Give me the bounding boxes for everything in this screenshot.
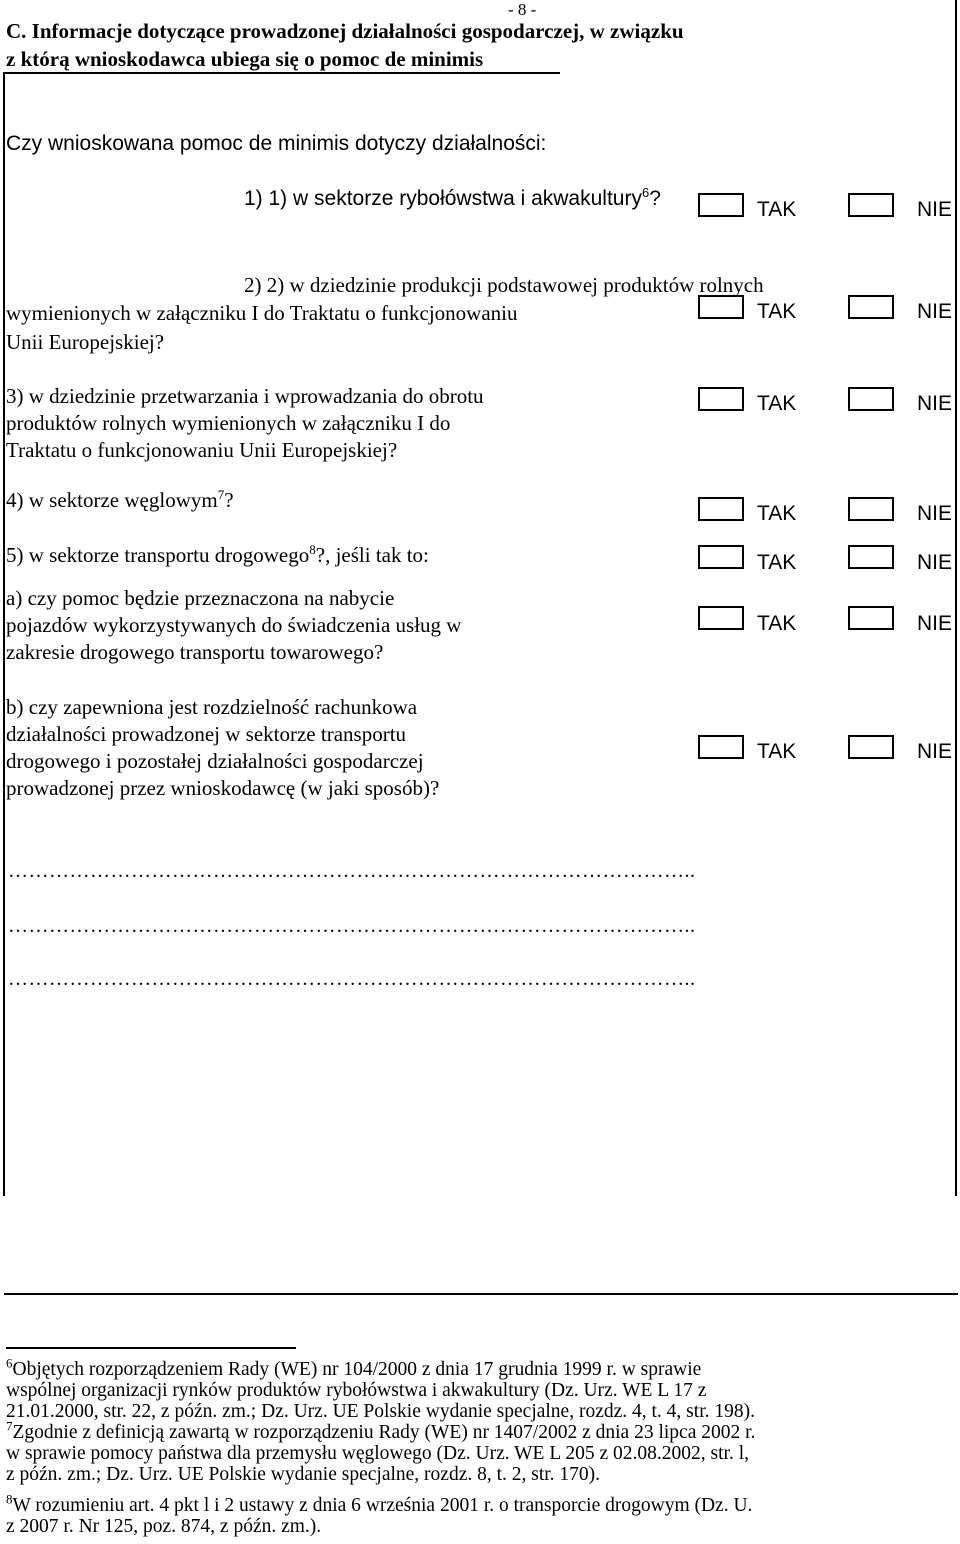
footnote-7-number: 7: [6, 1418, 13, 1434]
q5a-yes-label: TAK: [757, 612, 797, 635]
question-3-line-2: produktów rolnych wymienionych w załączniku I do: [6, 411, 451, 435]
footnote-6-number: 6: [6, 1355, 13, 1371]
footnote-6: $^6$Objętych rozporządzeniem Rady (WE) nr 104/2000 z dnia 17 grudnia 1999 r. w sprawie wspólnej organizacji rynków produktów rybołówstwa i akwakultury (Dz. Urz. WE L 17 z 21.01.2000, str. 22, z późn. zm.; Dz. Urz. UE Polskie wydanie specjalne, rozdz. 4, t. 4, str. 198).: [6, 1355, 755, 1422]
q2-no-label: NIE: [917, 300, 953, 323]
question-5b-line-4: prowadzonej przez wnioskodawcę (w jaki sposób)?: [6, 776, 440, 800]
q5a-no-checkbox[interactable]: [848, 606, 894, 630]
question-3-line-3: Traktatu o funkcjonowaniu Unii Europejskiej?: [6, 438, 398, 462]
question-2-line-2: wymienionych w załączniku I do Traktatu o funkcjonowaniu: [6, 301, 518, 325]
q1-yes-label: TAK: [757, 198, 797, 221]
heading-underline: [4, 72, 560, 74]
footnote-8-number: 8: [6, 1491, 13, 1507]
intro-question: Czy wnioskowana pomoc de minimis dotyczy działalności:: [6, 132, 547, 155]
q3-yes-checkbox[interactable]: [698, 387, 744, 411]
q4-yes-checkbox[interactable]: [698, 497, 744, 521]
footnote-8: $^8$W rozumieniu art. 4 pkt l i 2 ustawy z dnia 6 września 2001 r. o transporcie drogowym (Dz. U. z 2007 r. Nr 125, poz. 874, z późn. zm.).: [6, 1491, 753, 1537]
q1-no-label: NIE: [917, 198, 953, 221]
footnote-ref-7: 7: [217, 487, 225, 502]
q2-yes-label: TAK: [757, 300, 797, 323]
q5a-no-label: NIE: [917, 612, 953, 635]
footnote-separator: [6, 1347, 296, 1349]
question-1: 1) 1) w sektorze rybołówstwa i akwakultury$^6$?: [244, 185, 661, 210]
q3-no-checkbox[interactable]: [848, 387, 894, 411]
q5b-yes-checkbox[interactable]: [698, 735, 744, 759]
q1-yes-checkbox[interactable]: [698, 193, 744, 217]
question-5b-line-1: b) czy zapewniona jest rozdzielność rachunkowa: [6, 695, 418, 719]
footnote-ref-8: 8: [309, 542, 316, 557]
question-2-line-1: 2) 2) w dziedzinie produkcji podstawowej produktów rolnych: [244, 273, 764, 297]
page-number: - 8 -: [508, 0, 537, 19]
q4-no-label: NIE: [917, 502, 953, 525]
q4-yes-label: TAK: [757, 502, 797, 525]
q2-yes-checkbox[interactable]: [698, 295, 744, 319]
question-2-line-3: Unii Europejskiej?: [6, 330, 165, 354]
q3-yes-label: TAK: [757, 392, 797, 415]
section-title-line-2: z którą wnioskodawca ubiega się o pomoc de minimis: [6, 47, 484, 71]
q5b-yes-label: TAK: [757, 740, 797, 763]
question-5a-line-2: pojazdów wykorzystywanych do świadczenia usług w: [6, 613, 462, 637]
answer-line-1[interactable]: ………………………………………………………………………………………..: [8, 860, 696, 882]
question-5b-line-2: działalności prowadzonej w sektorze transportu: [6, 722, 407, 746]
question-5a-line-1: a) czy pomoc będzie przeznaczona na nabycie: [6, 586, 395, 610]
question-5b-line-3: drogowego i pozostałej działalności gospodarczej: [6, 749, 424, 773]
frame-right-border: [955, 0, 957, 1196]
q2-no-checkbox[interactable]: [848, 295, 894, 319]
answer-line-2[interactable]: ………………………………………………………………………………………..: [8, 915, 696, 937]
footnote-ref-6: 6: [641, 185, 650, 200]
q5-yes-label: TAK: [757, 551, 797, 574]
footer-divider: [4, 1293, 958, 1295]
answer-line-3[interactable]: ………………………………………………………………………………………..: [8, 968, 696, 990]
question-4: 4) w sektorze węglowym$^7$?: [6, 487, 234, 512]
question-5a-line-3: zakresie drogowego transportu towarowego?: [6, 640, 384, 664]
q4-no-checkbox[interactable]: [848, 497, 894, 521]
q3-no-label: NIE: [917, 392, 953, 415]
q1-no-checkbox[interactable]: [848, 193, 894, 217]
q5b-no-checkbox[interactable]: [848, 735, 894, 759]
q5-no-label: NIE: [917, 551, 953, 574]
footnote-7: $^7$Zgodnie z definicją zawartą w rozporządzeniu Rady (WE) nr 1407/2002 z dnia 23 lipca 2002 r. w sprawie pomocy państwa dla przemysłu węglowego (Dz. Urz. WE L 205 z 02.08.2002, str. l, z późn. zm.; Dz. Urz. UE Polskie wydanie specjalne, rozdz. 8, t. 2, str. 170).: [6, 1418, 756, 1485]
section-title-line-1: C. Informacje dotyczące prowadzonej działalności gospodarczej, w związku: [6, 19, 684, 43]
q5b-no-label: NIE: [917, 740, 953, 763]
question-5: 5) w sektorze transportu drogowego$^8$?, jeśli tak to:: [6, 542, 429, 567]
question-3-line-1: 3) w dziedzinie przetwarzania i wprowadzania do obrotu: [6, 384, 484, 408]
q5a-yes-checkbox[interactable]: [698, 606, 744, 630]
q5-yes-checkbox[interactable]: [698, 545, 744, 569]
q5-no-checkbox[interactable]: [848, 545, 894, 569]
frame-left-border: [3, 72, 5, 1196]
